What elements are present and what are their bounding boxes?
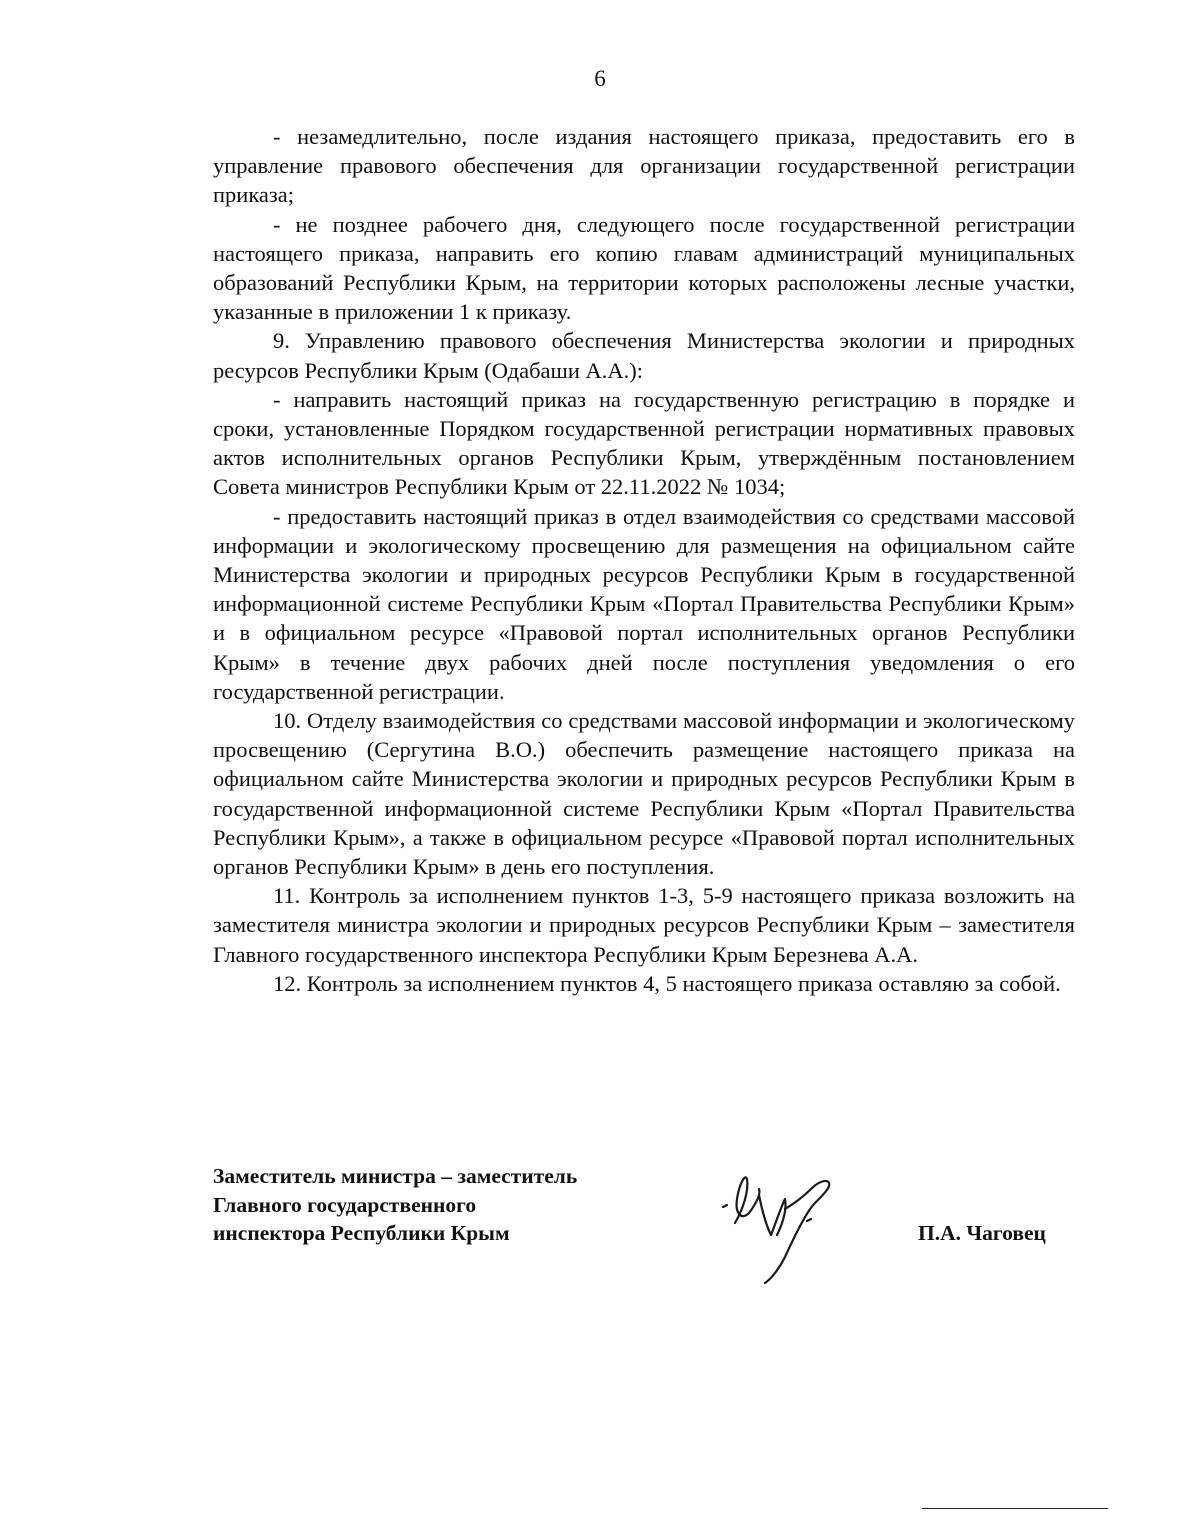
document-body <box>213 122 1075 998</box>
position-line: Главного государственного <box>213 1192 477 1217</box>
signer-name: П.А. Чаговец <box>918 1221 1046 1245</box>
position-line: Заместитель министра – заместитель <box>213 1164 578 1188</box>
paragraph-item-12: 12. Контроль за исполнением пунктов 4, 5 настоящего приказа оставляю за собой. <box>273 970 1061 996</box>
paragraph-media-department: - предоставить настоящий приказ в отдел взаимодействия со средствами массовой информации и экологическому просвещению для размещения на официальном сайте Министерства экологии и природных ресурсов Республики Крым в государственной информационной системе Республики Крым «Портал Правительства Республики Крым» и в официальном ресурсе «Правовой портал исполнительных органов Республики Крым» в течение двух рабочих дней после поступления уведомления о его государственной регистрации. <box>213 503 1075 704</box>
paragraph-item-9: 9. Управлению правового обеспечения Министерства экологии и природных ресурсов Республики Крым (Одабаши А.А.): <box>213 328 1075 383</box>
footer-divider <box>922 1508 1108 1509</box>
paragraph-item-11: 11. Контроль за исполнением пунктов 1-3, 5-9 настоящего приказа возложить на заместителя министра экологии и природных ресурсов Республики Крым – заместителя Главного государственного инспектора Республики Крым Березнева А.А. <box>213 883 1075 967</box>
paragraph-send-copy-to-heads: - не позднее рабочего дня, следующего после государственной регистрации настоящего приказа, направить его копию главам администраций муниципальных образований Республики Крым, на территории которых расположены лесные участки, указанные в приложении 1 к приказу. <box>213 211 1075 325</box>
paragraph-submit-to-legal: - незамедлительно, после издания настоящего приказа, предоставить его в управление правового обеспечения для организации государственной регистрации приказа; <box>213 124 1075 208</box>
position-line: инспектора Республики Крым <box>213 1221 510 1245</box>
paragraph-state-registration: - направить настоящий приказ на государственную регистрацию в порядке и сроки, установленные Порядком государственной регистрации нормативных правовых актов исполнительных органов Республики Крым, утверждённым постановлением Совета министров Республики Крым от 22.11.2022 № 1034; <box>213 386 1075 500</box>
page-number: 6 <box>594 66 606 91</box>
paragraph-item-10: 10. Отделу взаимодействия со средствами массовой информации и экологическому просвещению (Сергутина В.О.) обеспечить размещение настоящего приказа на официальном сайте Министерства экологии и природных ресурсов Республики Крым в государственной информационной системе Республики Крым «Портал Правительства Республики Крым», а также в официальном ресурсе «Правовой портал исполнительных органов Республики Крым» в день его поступления. <box>213 708 1075 880</box>
signatory-position <box>213 1162 577 1248</box>
handwritten-signature <box>715 1165 885 1285</box>
